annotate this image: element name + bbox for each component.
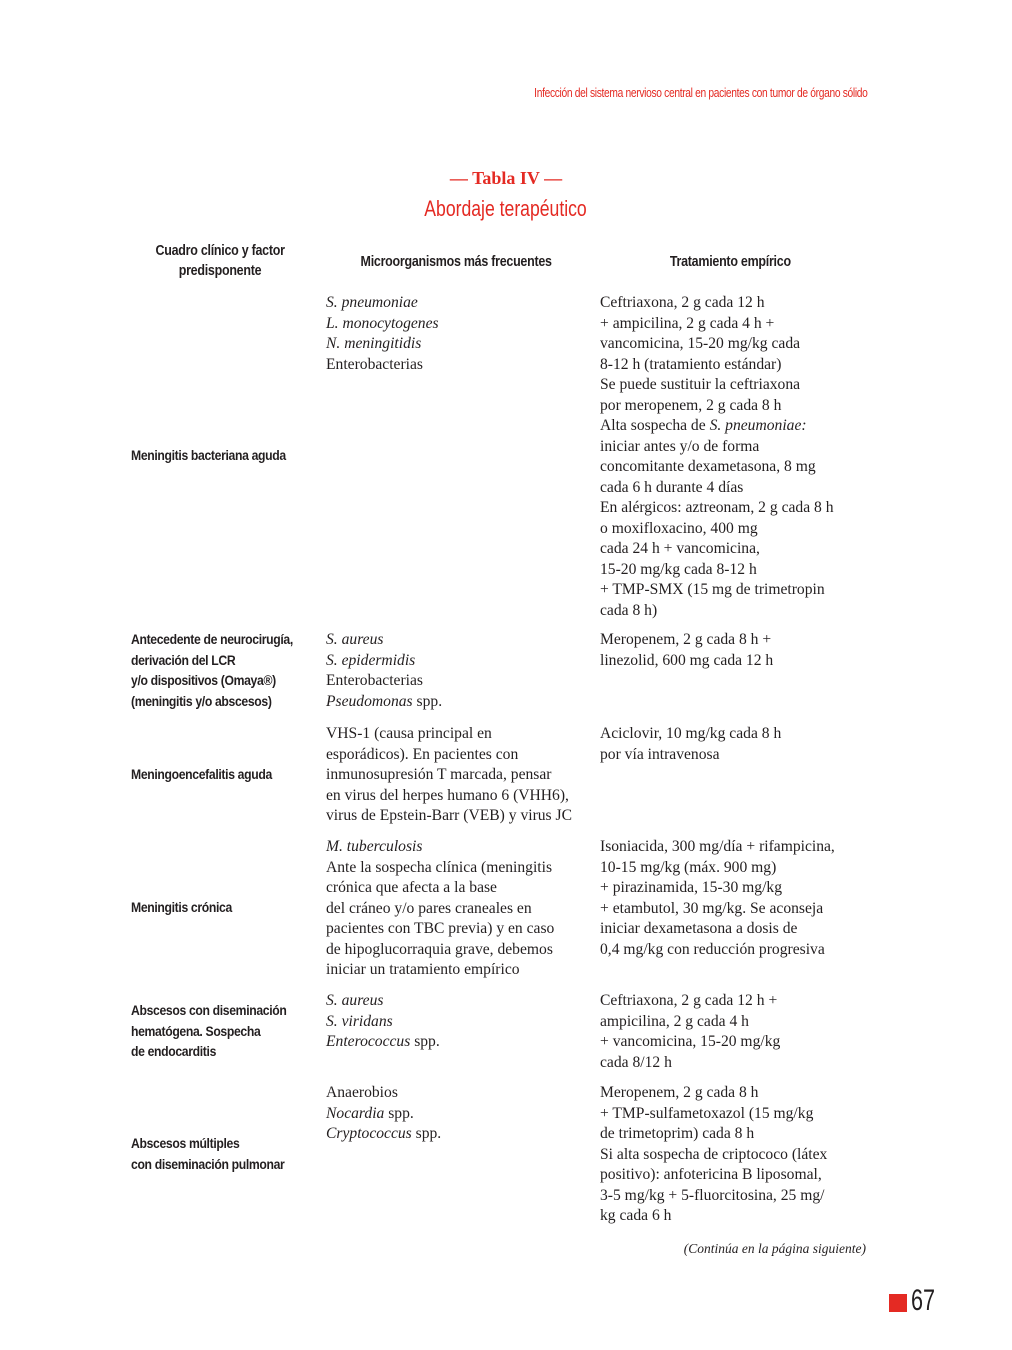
treatment-line <box>600 601 870 622</box>
treatment-line <box>600 940 870 961</box>
treatment-line <box>600 837 870 858</box>
microorganisms-text: del cráneo y/o pares craneales en <box>326 899 532 917</box>
treatment-line <box>600 314 870 335</box>
treatment-line <box>600 630 870 651</box>
row-condition <box>131 1001 290 1063</box>
treatment-text: linezolid, 600 mg cada 12 h <box>600 651 774 669</box>
treatment-line <box>600 396 870 417</box>
column-header-microorganisms-text: Microorganismos más frecuentes <box>360 254 552 270</box>
row-microorganisms <box>326 724 588 827</box>
treatment-line <box>600 1206 870 1227</box>
continuation-note: (Continúa en la página siguiente) <box>683 1241 866 1256</box>
treatment-line <box>600 539 870 560</box>
condition-line: Meningitis bacteriana aguda <box>131 448 286 464</box>
microorganisms-line <box>326 1032 588 1053</box>
condition-line: Meningoencefalitis aguda <box>131 767 272 783</box>
microorganisms-text: Cryptococcus <box>326 1125 412 1142</box>
treatment-text: por vía intravenosa <box>600 745 720 763</box>
treatment-line <box>600 745 870 766</box>
treatment-text: + pirazinamida, 15-30 mg/kg <box>600 879 783 896</box>
microorganisms-line <box>326 765 588 786</box>
microorganisms-text: de hipoglucorraquia grave, debemos <box>326 940 553 958</box>
row-microorganisms <box>326 1083 588 1145</box>
treatment-text: Meropenem, 2 g cada 8 h + <box>600 631 772 648</box>
treatment-text: Ceftriaxona, 2 g cada 12 h + <box>600 992 778 1009</box>
microorganisms-line <box>326 858 588 879</box>
treatment-text: S. pneumoniae: <box>709 417 807 434</box>
column-header-treatment <box>600 252 860 272</box>
microorganisms-line <box>326 806 588 827</box>
treatment-text: iniciar dexametasona a dosis de <box>600 920 798 937</box>
microorganisms-text: S. aureus <box>326 631 384 648</box>
row-treatment <box>600 630 870 671</box>
microorganisms-text: virus de Epstein-Barr (VEB) y virus JC <box>326 807 572 824</box>
microorganisms-text: S. epidermidis <box>326 651 416 669</box>
treatment-line <box>600 580 870 601</box>
treatment-text: + vancomicina, 15-20 mg/kg <box>600 1033 781 1050</box>
microorganisms-line <box>326 837 588 858</box>
row-condition <box>131 446 290 467</box>
microorganisms-line <box>326 355 588 376</box>
treatment-text: + TMP-SMX (15 mg de trimetropin <box>600 581 825 598</box>
treatment-text: concomitante dexametasona, 8 mg <box>600 458 816 475</box>
row-treatment <box>600 293 870 621</box>
treatment-text: Alta sospecha de <box>600 417 710 434</box>
microorganisms-line <box>326 334 588 355</box>
microorganisms-line <box>326 630 588 651</box>
microorganisms-text: Ante la sospecha clínica (meningitis <box>326 858 553 876</box>
microorganisms-line <box>326 940 588 961</box>
column-header-condition-line-2: predisponente <box>178 263 262 279</box>
microorganisms-text: S. pneumoniae <box>326 294 418 311</box>
row-treatment <box>600 1083 870 1227</box>
treatment-text: Ceftriaxona, 2 g cada 12 h <box>600 294 765 311</box>
microorganisms-text: M. tuberculosis <box>326 838 423 855</box>
microorganisms-line <box>326 692 588 713</box>
column-header-treatment-text: Tratamiento empírico <box>669 254 791 270</box>
treatment-text: kg cada 6 h <box>600 1207 672 1224</box>
microorganisms-line <box>326 745 588 766</box>
microorganisms-text: Nocardia <box>326 1104 385 1122</box>
microorganisms-text: Enterobacterias <box>326 355 423 373</box>
treatment-text: 8-12 h (tratamiento estándar) <box>600 355 782 373</box>
microorganisms-text: spp. <box>410 1033 440 1050</box>
condition-line: Antecedente de neurocirugía, <box>131 632 293 648</box>
condition-line: y/o dispositivos (Omaya®) <box>131 673 276 689</box>
treatment-line <box>600 1165 870 1186</box>
condition-line: con diseminación pulmonar <box>131 1156 285 1173</box>
microorganisms-text: S. viridans <box>326 1012 393 1030</box>
treatment-text: En alérgicos: aztreonam, 2 g cada 8 h <box>600 499 834 516</box>
treatment-line <box>600 1083 870 1104</box>
treatment-text: 3-5 mg/kg + 5-fluorcitosina, 25 mg/ <box>600 1186 825 1204</box>
microorganisms-text: N. meningitidis <box>326 335 422 352</box>
treatment-line <box>600 724 870 745</box>
treatment-line <box>600 651 870 672</box>
treatment-text: ampicilina, 2 g cada 4 h <box>600 1012 749 1030</box>
condition-line: hematógena. Sospecha <box>131 1023 261 1040</box>
treatment-text: cada 6 h durante 4 días <box>600 478 744 496</box>
treatment-text: + TMP-sulfametoxazol (15 mg/kg <box>600 1104 814 1122</box>
microorganisms-text: Pseudomonas <box>326 692 413 710</box>
microorganisms-line <box>326 1124 588 1145</box>
treatment-line <box>600 437 870 458</box>
treatment-line <box>600 519 870 540</box>
treatment-line <box>600 498 870 519</box>
row-condition <box>131 898 290 919</box>
condition-line: (meningitis y/o abscesos) <box>131 693 272 710</box>
treatment-text: o moxifloxacino, 400 mg <box>600 519 758 537</box>
microorganisms-text: Enterobacterias <box>326 672 423 689</box>
microorganisms-text: S. aureus <box>326 992 384 1009</box>
treatment-line <box>600 560 870 581</box>
treatment-text: cada 8 h) <box>600 601 658 619</box>
treatment-text: 0,4 mg/kg con reducción progresiva <box>600 940 825 958</box>
row-treatment <box>600 724 870 765</box>
page-marker-square <box>889 1294 907 1312</box>
condition-line: derivación del LCR <box>131 652 236 669</box>
treatment-line <box>600 1186 870 1207</box>
treatment-text: vancomicina, 15-20 mg/kg cada <box>600 335 801 352</box>
microorganisms-line <box>326 293 588 314</box>
microorganisms-line <box>326 1083 588 1104</box>
microorganisms-line <box>326 724 588 745</box>
treatment-text: Se puede sustituir la ceftriaxona <box>600 376 801 393</box>
microorganisms-line <box>326 314 588 335</box>
microorganisms-line <box>326 1104 588 1125</box>
treatment-line <box>600 1124 870 1145</box>
treatment-text: + etambutol, 30 mg/kg. Se aconseja <box>600 899 824 917</box>
page-number: 67 <box>911 1284 936 1317</box>
treatment-text: Aciclovir, 10 mg/kg cada 8 h <box>600 725 782 742</box>
treatment-text: de trimetoprim) cada 8 h <box>600 1125 755 1142</box>
row-condition <box>131 765 290 786</box>
treatment-text: cada 24 h + vancomicina, <box>600 540 760 557</box>
condition-line: Abscesos con diseminación <box>131 1003 287 1019</box>
running-header: Infección del sistema nervioso central en pacientes con tumor de órgano sólido <box>534 86 868 100</box>
treatment-text: positivo): anfotericina B liposomal, <box>600 1166 822 1183</box>
treatment-line <box>600 355 870 376</box>
treatment-line <box>600 899 870 920</box>
row-condition <box>131 1134 290 1175</box>
treatment-line <box>600 416 870 437</box>
microorganisms-text: Enterococcus <box>326 1033 411 1050</box>
microorganisms-text: en virus del herpes humano 6 (VHH6), <box>326 786 569 804</box>
treatment-text: + ampicilina, 2 g cada 4 h + <box>600 314 775 332</box>
treatment-line <box>600 1104 870 1125</box>
microorganisms-text: L. monocytogenes <box>326 314 439 332</box>
condition-line: Meningitis crónica <box>131 900 232 916</box>
treatment-text: Meropenem, 2 g cada 8 h <box>600 1084 759 1101</box>
row-microorganisms <box>326 837 588 981</box>
treatment-line <box>600 858 870 879</box>
treatment-line <box>600 991 870 1012</box>
microorganisms-text: iniciar un tratamiento empírico <box>326 961 520 978</box>
table-title-text: Abordaje terapéutico <box>424 196 588 221</box>
microorganisms-line <box>326 919 588 940</box>
treatment-line <box>600 1145 870 1166</box>
microorganisms-line <box>326 671 588 692</box>
column-header-condition-line-1: Cuadro clínico y factor <box>155 243 285 259</box>
condition-line: Abscesos múltiples <box>131 1136 240 1152</box>
row-treatment <box>600 837 870 960</box>
microorganisms-line <box>326 786 588 807</box>
row-condition <box>131 630 293 712</box>
treatment-line <box>600 919 870 940</box>
treatment-line <box>600 478 870 499</box>
row-microorganisms <box>326 991 588 1053</box>
condition-line: de endocarditis <box>131 1044 217 1060</box>
microorganisms-line <box>326 1012 588 1033</box>
treatment-line <box>600 1053 870 1074</box>
row-microorganisms <box>326 293 588 375</box>
treatment-text: Si alta sospecha de criptococo (látex <box>600 1145 828 1163</box>
table-title <box>0 196 1012 222</box>
microorganisms-text: spp. <box>412 692 443 710</box>
microorganisms-text: pacientes con TBC previa) y en caso <box>326 920 555 937</box>
microorganisms-text: spp. <box>411 1125 442 1142</box>
treatment-text: 10-15 mg/kg (máx. 900 mg) <box>600 858 777 876</box>
treatment-line <box>600 1012 870 1033</box>
row-microorganisms <box>326 630 588 712</box>
treatment-text: Isoniacida, 300 mg/día + rifampicina, <box>600 838 835 855</box>
treatment-line <box>600 293 870 314</box>
treatment-line <box>600 878 870 899</box>
microorganisms-line <box>326 651 588 672</box>
treatment-text: cada 8/12 h <box>600 1053 672 1071</box>
column-header-microorganisms <box>326 252 586 272</box>
treatment-text: iniciar antes y/o de forma <box>600 437 760 455</box>
column-header-condition <box>131 241 309 281</box>
treatment-text: por meropenem, 2 g cada 8 h <box>600 396 782 414</box>
treatment-line <box>600 457 870 478</box>
treatment-line <box>600 1032 870 1053</box>
microorganisms-text: inmunosupresión T marcada, pensar <box>326 766 552 783</box>
treatment-text: 15-20 mg/kg cada 8-12 h <box>600 560 757 578</box>
treatment-line <box>600 334 870 355</box>
microorganisms-text: crónica que afecta a la base <box>326 879 497 896</box>
microorganisms-line <box>326 899 588 920</box>
microorganisms-text: esporádicos). En pacientes con <box>326 745 519 763</box>
microorganisms-line <box>326 878 588 899</box>
microorganisms-text: spp. <box>384 1104 414 1122</box>
row-treatment <box>600 991 870 1073</box>
microorganisms-line <box>326 991 588 1012</box>
table-number: — Tabla IV — <box>449 168 563 188</box>
microorganisms-text: Anaerobios <box>326 1084 398 1101</box>
microorganisms-text: VHS-1 (causa principal en <box>326 725 492 742</box>
microorganisms-line <box>326 960 588 981</box>
treatment-line <box>600 375 870 396</box>
